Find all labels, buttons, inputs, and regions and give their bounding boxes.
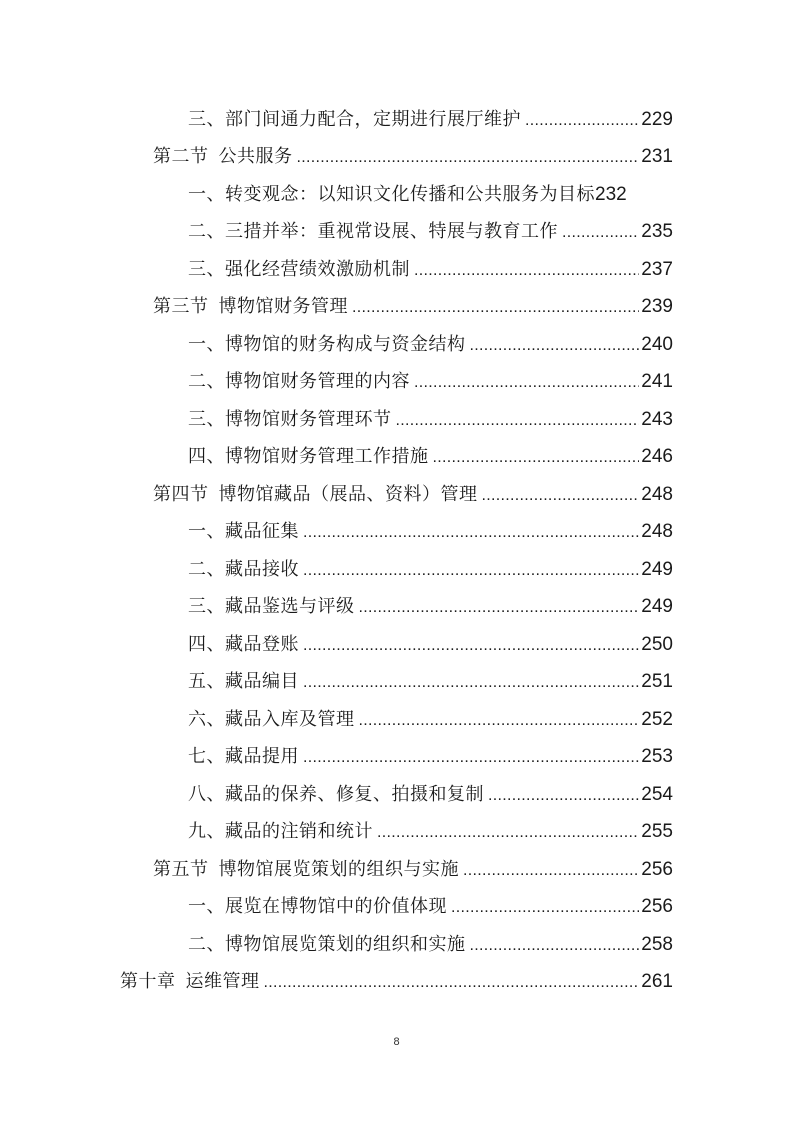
toc-page-number: 258 [641, 934, 673, 955]
toc-entry[interactable] [188, 780, 673, 810]
toc-entry[interactable] [188, 592, 673, 622]
dot-leader [470, 331, 640, 361]
dot-leader [482, 481, 640, 511]
dot-leader [414, 368, 639, 398]
toc-entry[interactable] [188, 742, 673, 772]
toc-entry-title: 第五节 博物馆展览策划的组织与实施 [153, 859, 459, 880]
toc-entry[interactable] [153, 480, 673, 510]
toc-entry-title: 五、藏品编目 [188, 671, 299, 692]
toc-entry-title: 四、博物馆财务管理工作措施 [188, 446, 429, 467]
toc-page-number: 231 [641, 146, 673, 167]
toc-entry-title: 一、藏品征集 [188, 521, 299, 542]
toc-entry-title: 七、藏品提用 [188, 746, 299, 767]
toc-page-number: 248 [641, 521, 673, 542]
dot-leader [433, 443, 640, 473]
toc-entry-title: 第二节 公共服务 [153, 146, 293, 167]
dot-leader [303, 668, 639, 698]
toc-entry[interactable] [188, 442, 673, 472]
toc-entry-title: 三、藏品鉴选与评级 [188, 596, 355, 617]
dot-leader [303, 556, 639, 586]
toc-entry[interactable] [188, 517, 673, 547]
toc-entry-title: 二、三措并举：重视常设展、特展与教育工作 [188, 221, 558, 242]
dot-leader [303, 631, 639, 661]
toc-entry-title: 四、藏品登账 [188, 634, 299, 655]
toc-entry[interactable] [188, 555, 673, 585]
toc-entry-title: 九、藏品的注销和统计 [188, 821, 373, 842]
toc-entry[interactable] [188, 930, 673, 960]
toc-page-number: 249 [641, 596, 673, 617]
toc-entry-title: 一、转变观念：以知识文化传播和公共服务为目标 [188, 184, 595, 205]
toc-entry-title: 三、博物馆财务管理环节 [188, 409, 392, 430]
toc-entry-title: 三、部门间通力配合，定期进行展厅维护 [188, 109, 521, 130]
toc-entry[interactable] [188, 105, 673, 135]
toc-entry[interactable] [188, 180, 685, 210]
toc-page-number: 253 [641, 746, 673, 767]
toc-entry[interactable] [188, 405, 673, 435]
toc-entry[interactable] [153, 855, 673, 885]
toc-page-number: 256 [641, 859, 673, 880]
toc-page-number: 255 [641, 821, 673, 842]
toc-page-number: 246 [641, 446, 673, 467]
toc-page-number: 254 [641, 784, 673, 805]
toc-entry[interactable] [153, 142, 673, 172]
toc-entry-title: 二、博物馆展览策划的组织和实施 [188, 934, 466, 955]
dot-leader [359, 593, 640, 623]
toc-entry-title: 第三节 博物馆财务管理 [153, 296, 348, 317]
toc-entry[interactable] [188, 367, 673, 397]
toc-page-number: 249 [641, 559, 673, 580]
dot-leader [297, 143, 640, 173]
toc-page-number: 248 [641, 484, 673, 505]
toc-page-number: 252 [641, 709, 673, 730]
dot-leader [303, 518, 639, 548]
dot-leader [562, 218, 639, 248]
toc-page-number: 250 [641, 634, 673, 655]
toc-entry-title: 第十章 运维管理 [120, 971, 260, 992]
toc-entry[interactable] [188, 630, 673, 660]
toc-page-number: 239 [641, 296, 673, 317]
toc-page-number: 240 [641, 334, 673, 355]
toc-entry[interactable] [120, 967, 673, 997]
toc-entry[interactable] [188, 892, 673, 922]
toc-page-number: 237 [641, 259, 673, 280]
dot-leader [396, 406, 640, 436]
toc-entry-title: 一、展览在博物馆中的价值体现 [188, 896, 447, 917]
dot-leader [451, 893, 639, 923]
toc-page-number: 256 [641, 896, 673, 917]
dot-leader [264, 968, 640, 998]
dot-leader [414, 256, 639, 286]
toc-entry[interactable] [188, 667, 673, 697]
dot-leader [463, 856, 639, 886]
toc-page-number: 261 [641, 971, 673, 992]
toc-entry[interactable] [188, 217, 673, 247]
dot-leader [352, 293, 639, 323]
toc-page-number: 251 [641, 671, 673, 692]
toc-entry-title: 第四节 博物馆藏品（展品、资料）管理 [153, 484, 478, 505]
toc-entry[interactable] [153, 292, 673, 322]
dot-leader [488, 781, 639, 811]
toc-entry[interactable] [188, 817, 673, 847]
toc-page-number: 243 [641, 409, 673, 430]
toc-entry-title: 八、藏品的保养、修复、拍摄和复制 [188, 784, 484, 805]
toc-entry-title: 一、博物馆的财务构成与资金结构 [188, 334, 466, 355]
dot-leader [525, 106, 639, 136]
dot-leader [359, 706, 640, 736]
toc-page-number: 229 [641, 109, 673, 130]
toc-entry-title: 三、强化经营绩效激励机制 [188, 259, 410, 280]
toc-entry-title: 二、博物馆财务管理的内容 [188, 371, 410, 392]
toc-entry[interactable] [188, 705, 673, 735]
page-number-footer: 8 [393, 1036, 400, 1048]
dot-leader [303, 743, 639, 773]
toc-entry[interactable] [188, 255, 673, 285]
toc-page-number: 235 [641, 221, 673, 242]
toc-entry-title: 六、藏品入库及管理 [188, 709, 355, 730]
dot-leader [377, 818, 639, 848]
toc-page-number: 241 [641, 371, 673, 392]
toc-page-number: 232 [595, 184, 627, 205]
toc-entry[interactable] [188, 330, 673, 360]
dot-leader [470, 931, 640, 961]
toc-entry-title: 二、藏品接收 [188, 559, 299, 580]
